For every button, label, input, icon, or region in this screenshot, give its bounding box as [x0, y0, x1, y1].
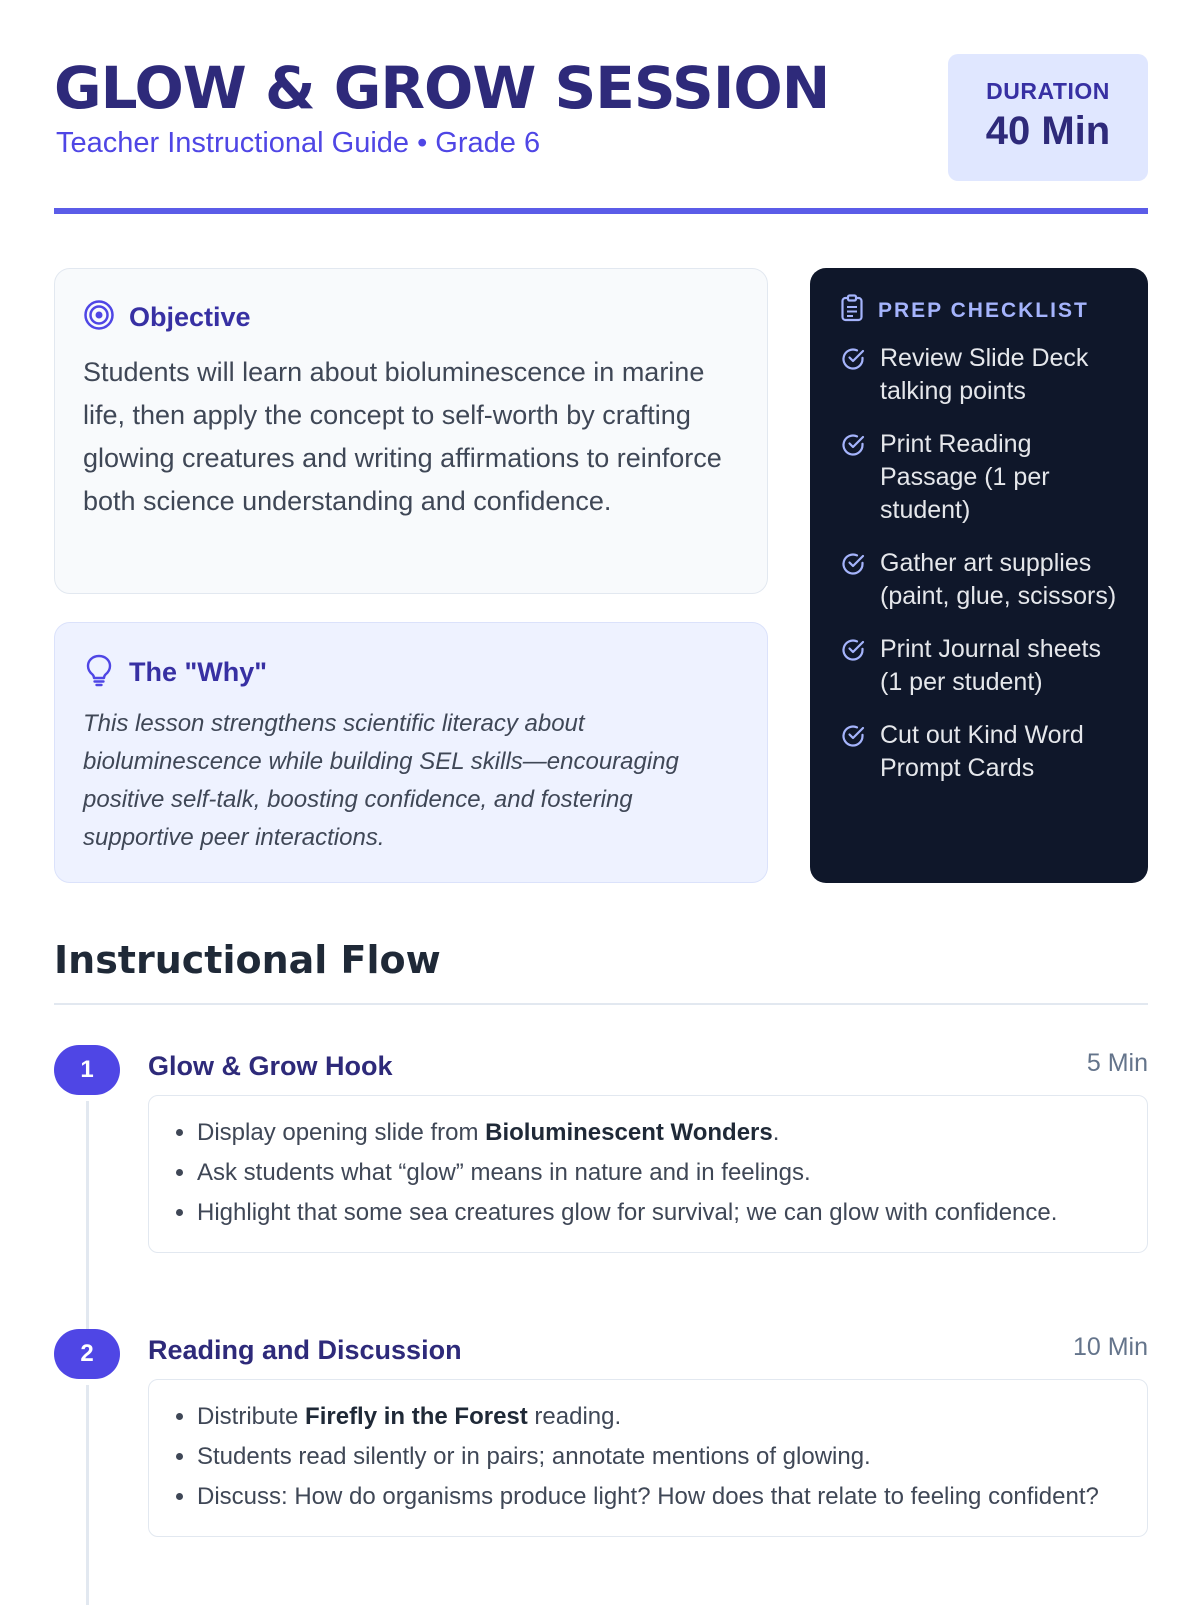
target-icon	[83, 299, 115, 336]
prep-item-label: Review Slide Deck talking points	[880, 344, 1089, 405]
objective-text: Students will learn about bioluminescence in marine life, then apply the concept to self-worth by crafting glowing creatures and writing affirmations to reinforce both science understanding and confidence.	[83, 357, 722, 516]
timeline-line	[86, 1101, 89, 1333]
prep-item-label: Cut out Kind Word Prompt Cards	[880, 721, 1084, 782]
prep-header	[840, 294, 1089, 327]
objective-header	[83, 299, 251, 336]
page-title: GLOW & GROW SESSION	[54, 54, 830, 122]
check-circle-icon	[840, 633, 866, 699]
header	[54, 54, 1148, 214]
check-circle-icon	[840, 547, 866, 613]
step-number-badge: 1	[54, 1045, 120, 1095]
prep-item	[840, 342, 1130, 408]
prep-list	[840, 342, 1130, 805]
step-bullet-list	[173, 1116, 1123, 1229]
header-divider	[54, 208, 1148, 214]
step-duration: 10 Min	[1072, 1333, 1148, 1361]
list-item: • Display opening slide from Bioluminescent Wonders.	[197, 1116, 1123, 1149]
why-text: This lesson strengthens scientific literacy about bioluminescence while building SEL skills—encouraging positive self-talk, boosting confidence, and fostering supportive peer interactions.	[83, 710, 679, 851]
list-item: • Ask students what “glow” means in nature and in feelings.	[197, 1156, 1123, 1189]
step-title: Glow & Grow Hook	[148, 1051, 393, 1081]
lightbulb-icon	[83, 653, 115, 692]
section-divider	[54, 1003, 1148, 1005]
prep-checklist-card	[810, 268, 1148, 883]
prep-item-label: Gather art supplies (paint, glue, scissors)	[880, 549, 1117, 610]
list-item: • Discuss: How do organisms produce light? How does that relate to feeling confident?	[197, 1480, 1123, 1513]
step-details	[148, 1095, 1148, 1253]
why-card	[54, 622, 768, 883]
step-details	[148, 1379, 1148, 1537]
list-item: • Highlight that some sea creatures glow for survival; we can glow with confidence.	[197, 1196, 1123, 1229]
page-subtitle: Teacher Instructional Guide • Grade 6	[56, 127, 541, 159]
objective-heading: Objective	[129, 302, 251, 332]
prep-item	[840, 719, 1130, 785]
prep-heading: PREP CHECKLIST	[878, 298, 1089, 322]
prep-item-label: Print Reading Passage (1 per student)	[880, 430, 1050, 524]
timeline-line	[86, 1385, 89, 1605]
duration-label: DURATION	[986, 78, 1110, 104]
why-heading: The "Why"	[129, 657, 268, 687]
clipboard-icon	[840, 294, 864, 327]
check-circle-icon	[840, 342, 866, 408]
objective-card	[54, 268, 768, 594]
prep-item-label: Print Journal sheets (1 per student)	[880, 635, 1101, 696]
list-item: • Distribute Firefly in the Forest reading.	[197, 1400, 1123, 1433]
step-bullet-list	[173, 1400, 1123, 1513]
duration-value: 40 Min	[985, 109, 1111, 153]
step-title: Reading and Discussion	[148, 1335, 462, 1365]
list-item: • Students read silently or in pairs; annotate mentions of glowing.	[197, 1440, 1123, 1473]
check-circle-icon	[840, 719, 866, 785]
why-header	[83, 653, 267, 692]
check-circle-icon	[840, 428, 866, 527]
step-duration: 5 Min	[1086, 1049, 1148, 1077]
prep-item	[840, 633, 1130, 699]
section-title: Instructional Flow	[54, 938, 441, 982]
step-number-badge: 2	[54, 1329, 120, 1379]
duration-badge	[948, 54, 1148, 181]
prep-item	[840, 547, 1130, 613]
prep-item	[840, 428, 1130, 527]
